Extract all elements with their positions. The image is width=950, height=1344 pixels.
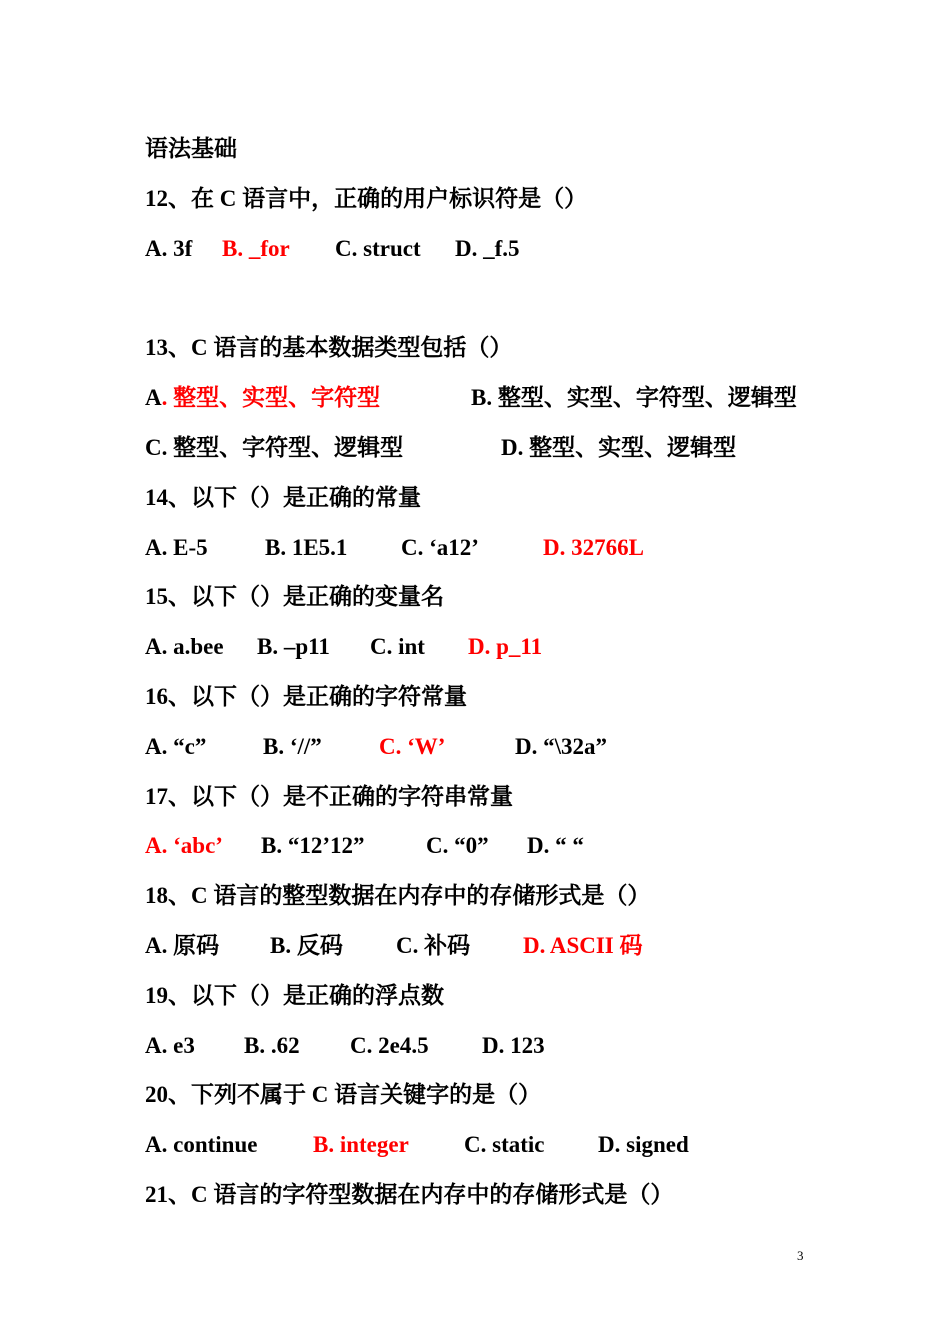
- question-13-stem: 13、C 语言的基本数据类型包括（）: [145, 335, 513, 360]
- option-c: C. 2e4.5: [350, 1033, 429, 1058]
- option-d: D. “\32a”: [515, 734, 608, 759]
- option-d: D. 123: [482, 1033, 545, 1058]
- option-c: C. int: [370, 634, 425, 659]
- option-a-answer: A. 整型、实型、字符型: [145, 385, 381, 410]
- option-c: C. static: [464, 1132, 545, 1157]
- option-b-answer: B. integer: [313, 1132, 409, 1157]
- option-b-answer: B. _for: [222, 236, 290, 261]
- option-b: B. ‘//”: [263, 734, 322, 759]
- option-c: C. ‘a12’: [401, 535, 479, 560]
- option-b: B. 1E5.1: [265, 535, 348, 560]
- option-a: A. “c”: [145, 734, 207, 759]
- option-b: B. –p11: [257, 634, 330, 659]
- option-c: C. 整型、字符型、逻辑型: [145, 435, 404, 460]
- option-a: A. a.bee: [145, 634, 224, 659]
- question-19-stem: 19、以下（）是正确的浮点数: [145, 983, 444, 1008]
- option-a: A. e3: [145, 1033, 195, 1058]
- option-b: B. 整型、实型、字符型、逻辑型: [471, 385, 797, 410]
- option-c: C. struct: [335, 236, 421, 261]
- question-21-stem: 21、C 语言的字符型数据在内存中的存储形式是（）: [145, 1182, 674, 1207]
- question-15-stem: 15、以下（）是正确的变量名: [145, 584, 444, 609]
- option-d-answer: D. p_11: [468, 634, 543, 659]
- option-a: A. continue: [145, 1132, 258, 1157]
- option-d: D. _f.5: [455, 236, 520, 261]
- option-b: B. “12’12”: [261, 833, 365, 858]
- option-a: A. 3f: [145, 236, 193, 261]
- question-16-stem: 16、以下（）是正确的字符常量: [145, 684, 467, 709]
- option-c: C. “0”: [426, 833, 489, 858]
- option-c-answer: C. ‘W’: [379, 734, 446, 759]
- option-d-answer: D. ASCII 码: [523, 933, 643, 958]
- option-c: C. 补码: [396, 933, 471, 958]
- section-title: 语法基础: [145, 136, 237, 161]
- option-a: A. 原码: [145, 933, 220, 958]
- option-d: D. “ “: [527, 833, 584, 858]
- question-20-stem: 20、下列不属于 C 语言关键字的是（）: [145, 1082, 542, 1107]
- question-14-stem: 14、以下（）是正确的常量: [145, 485, 421, 510]
- option-d: D. 整型、实型、逻辑型: [501, 435, 737, 460]
- option-b: B. 反码: [270, 933, 343, 958]
- question-12-stem: 12、在 C 语言中，正确的用户标识符是（）: [145, 186, 588, 211]
- option-b: B. .62: [244, 1033, 300, 1058]
- question-18-stem: 18、C 语言的整型数据在内存中的存储形式是（）: [145, 883, 651, 908]
- option-d-answer: D. 32766L: [543, 535, 644, 560]
- option-a-answer: A. ‘abc’: [145, 833, 223, 858]
- question-17-stem: 17、以下（）是不正确的字符串常量: [145, 784, 513, 809]
- option-a: A. E-5: [145, 535, 208, 560]
- option-d: D. signed: [598, 1132, 689, 1157]
- page-number: 3: [797, 1248, 804, 1263]
